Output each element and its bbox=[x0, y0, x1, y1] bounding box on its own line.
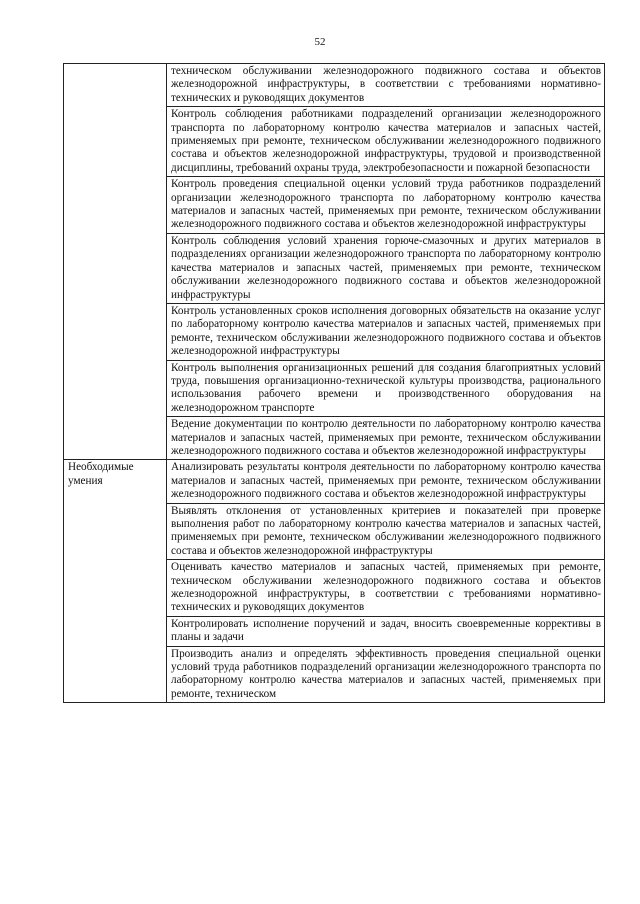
section-label: Необходимые умения bbox=[64, 460, 167, 703]
requirement-text: Оценивать качество материалов и запасных частей, применяемых при ремонте, техническом обслуживании железнодорожного подвижного состава и объектов железнодорожной инфраструктуры, в соответствии с требованиями нормативно-технических и руководящих документов bbox=[167, 560, 605, 617]
table-row bbox=[64, 460, 605, 503]
requirement-text: Производить анализ и определять эффективность проведения специальной оценки условий труда работников подразделений организации железнодорожного транспорта по лабораторному контролю качества материалов и запасных частей, применяемых при ремонте, техническом bbox=[167, 646, 605, 703]
requirement-text: Контроль соблюдения условий хранения горюче-смазочных и других материалов в подразделениях организации железнодорожного транспорта по лабораторному контролю качества материалов и запасных частей, применяемых при ремонте, техническом обслуживании железнодорожного подвижного состава и объектов железнодорожной инфраструктуры bbox=[167, 233, 605, 303]
requirement-text: Контроль установленных сроков исполнения договорных обязательств на оказание услуг по лабораторному контролю качества материалов и запасных частей, применяемых при ремонте, техническом обслуживании железнодорожного подвижного состава и объектов железнодорожной инфраструктуры bbox=[167, 303, 605, 360]
requirement-text: Анализировать результаты контроля деятельности по лабораторному контролю качества материалов и запасных частей, применяемых при ремонте, техническом обслуживании железнодорожного подвижного состава и объектов железнодорожной инфраструктуры bbox=[167, 460, 605, 503]
table-row bbox=[64, 64, 605, 107]
requirement-text: техническом обслуживании железнодорожного подвижного состава и объектов железнодорожной инфраструктуры, в соответствии с требованиями нормативно-технических и руководящих документов bbox=[167, 64, 605, 107]
requirements-table bbox=[63, 63, 605, 703]
requirement-text: Контролировать исполнение поручений и задач, вносить своевременные коррективы в планы и задачи bbox=[167, 616, 605, 646]
table-body bbox=[64, 64, 605, 703]
page-number: 52 bbox=[314, 36, 326, 48]
requirement-text: Контроль выполнения организационных решений для создания благоприятных условий труда, повышения организационно-технической культуры производства, рационального использования рабочего времени и производственного оборудования на железнодорожном транспорте bbox=[167, 360, 605, 417]
requirement-text: Контроль соблюдения работниками подразделений организации железнодорожного транспорта по лабораторному контролю качества материалов и запасных частей, применяемых при ремонте, техническом обслуживании железнодорожного подвижного состава и объектов железнодорожной инфраструктуры, трудовой и производственной дисциплины, требований охраны труда, электробезопасности и пожарной безопасности bbox=[167, 107, 605, 177]
requirement-text: Контроль проведения специальной оценки условий труда работников подразделений организации железнодорожного транспорта по лабораторному контролю качества материалов и запасных частей, применяемых при ремонте, техническом обслуживании железнодорожного подвижного состава и объектов железнодорожной инфраструктуры bbox=[167, 177, 605, 234]
requirement-text: Выявлять отклонения от установленных критериев и показателей при проверке выполнения работ по лабораторному контролю качества материалов и запасных частей, применяемых при ремонте, техническом обслуживании железнодорожного подвижного состава и объектов железнодорожной инфраструктуры bbox=[167, 503, 605, 560]
requirement-text: Ведение документации по контролю деятельности по лабораторному контролю качества материалов и запасных частей, применяемых при ремонте, техническом обслуживании железнодорожного подвижного состава и объектов железнодорожной инфраструктуры bbox=[167, 417, 605, 460]
section-label bbox=[64, 64, 167, 460]
